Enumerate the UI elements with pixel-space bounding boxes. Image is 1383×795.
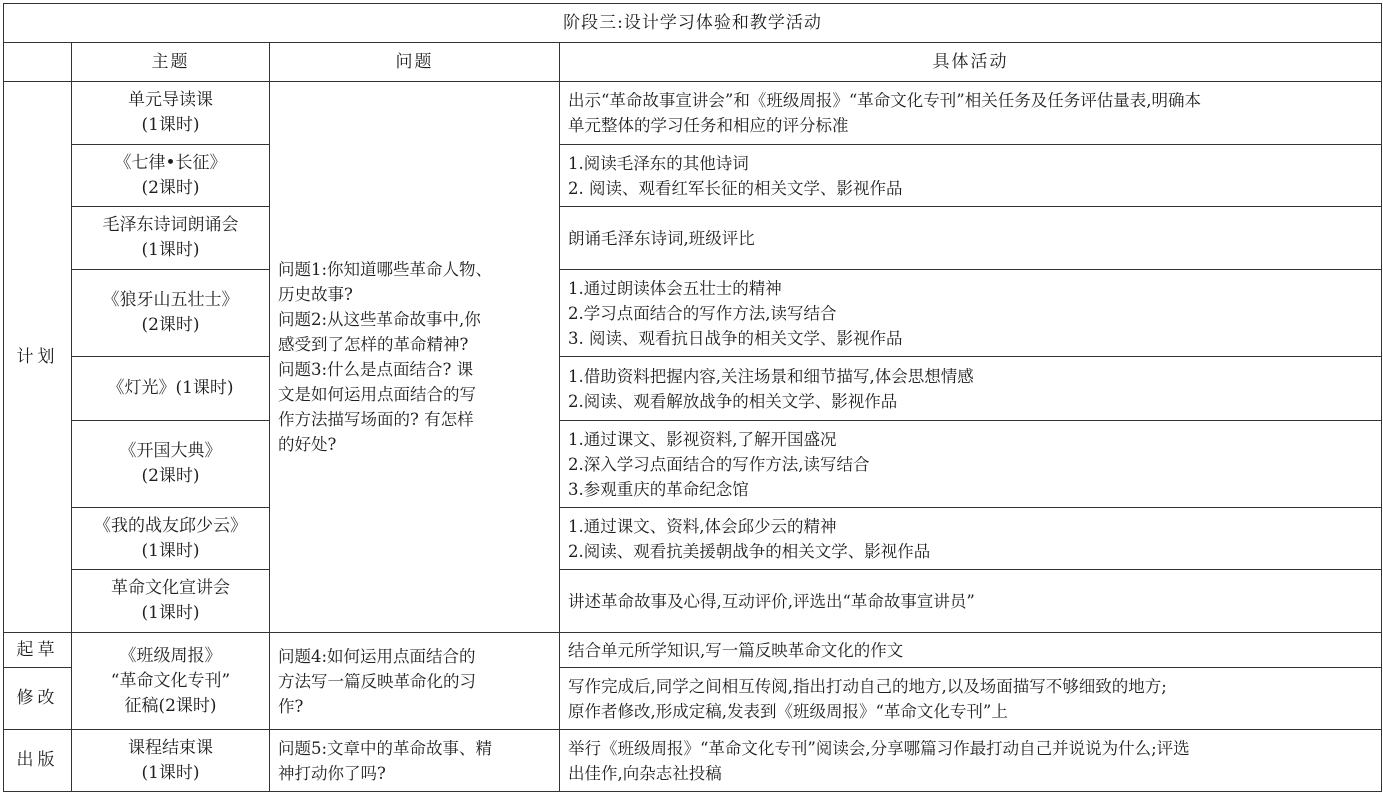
stage-draft: 起草 bbox=[4, 633, 72, 668]
question-line: 的好处? bbox=[278, 435, 337, 454]
topic-line: 《开国大典》 bbox=[119, 441, 222, 461]
activity-line: 写作完成后,同学之间相互传阅,指出打动自己的地方,以及场面描写不够细致的地方; bbox=[568, 676, 1167, 696]
activity-line: 原作者修改,形成定稿,发表到《班级周报》“革命文化专刊”上 bbox=[568, 701, 1008, 721]
question-cell-4 bbox=[270, 633, 560, 730]
activity-line: 举行《班级周报》“革命文化专刊”阅读会,分享哪篇习作最打动自己并说说为什么;评选 bbox=[568, 738, 1190, 758]
topic-line: 单元导读课 bbox=[128, 90, 213, 110]
topic-line: 《狼牙山五壮士》 bbox=[102, 290, 239, 310]
activity-line: 2.深入学习点面结合的写作方法,读写结合 bbox=[568, 454, 870, 474]
topic-line: (1课时) bbox=[141, 762, 200, 783]
topic-line: (2课时) bbox=[141, 177, 200, 198]
question-cell-5 bbox=[270, 730, 560, 792]
table-row bbox=[4, 145, 1382, 207]
lesson-plan-table bbox=[3, 3, 1382, 792]
topic-line: 《七律•长征》 bbox=[114, 152, 227, 173]
topic-cell bbox=[72, 270, 270, 357]
question-line: 神打动你了吗? bbox=[278, 763, 386, 783]
question-line: 作方法描写场面的? 有怎样 bbox=[278, 410, 474, 429]
activity-line: 单元整体的学习任务和相应的评分标准 bbox=[568, 116, 849, 135]
topic-cell bbox=[72, 82, 270, 145]
topic-line: (2课时) bbox=[141, 466, 200, 486]
question-line: 历史故事? bbox=[278, 285, 353, 304]
activity-line: 2.阅读、观看解放战争的相关文学、影视作品 bbox=[568, 391, 898, 411]
activity-cell bbox=[560, 145, 1382, 207]
table-row bbox=[4, 570, 1382, 633]
activity-cell bbox=[560, 421, 1382, 508]
activity-line: 1.通过课文、影视资料,了解开国盛况 bbox=[568, 429, 837, 449]
activity-line: 3. 阅读、观看抗日战争的相关文学、影视作品 bbox=[568, 328, 903, 348]
stage-publish: 出版 bbox=[4, 730, 72, 792]
topic-line: 《我的战友邱少云》 bbox=[94, 515, 247, 536]
activity-line: 讲述革命故事及心得,互动评价,评选出“革命故事宣讲员” bbox=[568, 591, 975, 611]
table-row bbox=[4, 82, 1382, 145]
activity-line: 出佳作,向杂志社投稿 bbox=[568, 763, 722, 783]
topic-cell bbox=[72, 145, 270, 207]
topic-cell bbox=[72, 508, 270, 570]
activity-line: 1.通过朗读体会五壮士的精神 bbox=[568, 278, 782, 298]
topic-cell bbox=[72, 421, 270, 508]
header-activity: 具体活动 bbox=[560, 43, 1382, 82]
question-line: 方法写一篇反映革命化的习 bbox=[278, 671, 476, 691]
activity-cell bbox=[560, 730, 1382, 792]
table-row bbox=[4, 730, 1382, 792]
header-topic: 主题 bbox=[72, 43, 270, 82]
table-wrapper bbox=[3, 3, 1381, 793]
table-title: 阶段三:设计学习体验和教学活动 bbox=[4, 4, 1382, 43]
topic-cell bbox=[72, 633, 270, 730]
topic-line: 课程结束课 bbox=[128, 737, 213, 758]
activity-line: 出示“革命故事宣讲会”和《班级周报》“革命文化专刊”相关任务及任务评估量表,明确本 bbox=[568, 91, 1201, 110]
activity-cell bbox=[560, 508, 1382, 570]
topic-line: 革命文化宣讲会 bbox=[111, 578, 230, 598]
question-line: 文是如何运用点面结合的写 bbox=[278, 385, 476, 404]
activity-line: 2. 阅读、观看红军长征的相关文学、影视作品 bbox=[568, 178, 903, 198]
activity-line: 1.阅读毛泽东的其他诗词 bbox=[568, 153, 749, 173]
activity-cell bbox=[560, 633, 1382, 668]
header-stage bbox=[4, 43, 72, 82]
activity-line: 朗诵毛泽东诗词,班级评比 bbox=[568, 228, 755, 248]
topic-line: 《灯光》(1课时) bbox=[107, 378, 234, 398]
table-row bbox=[4, 207, 1382, 270]
topic-line: “革命文化专刊” bbox=[110, 670, 231, 691]
question-line: 问题4:如何运用点面结合的 bbox=[278, 646, 476, 666]
topic-line: (1课时) bbox=[141, 115, 200, 135]
topic-line: (1课时) bbox=[141, 240, 200, 260]
activity-cell bbox=[560, 207, 1382, 270]
activity-cell bbox=[560, 82, 1382, 145]
activity-line: 1.通过课文、资料,体会邱少云的精神 bbox=[568, 516, 837, 536]
topic-line: 毛泽东诗词朗诵会 bbox=[102, 215, 239, 235]
question-line: 问题3:什么是点面结合? 课 bbox=[278, 360, 474, 379]
question-cell-1-3 bbox=[270, 82, 560, 633]
question-line: 感受到了怎样的革命精神? bbox=[278, 335, 469, 354]
activity-cell bbox=[560, 357, 1382, 421]
question-line: 问题5:文章中的革命故事、精 bbox=[278, 738, 493, 758]
table-row bbox=[4, 633, 1382, 668]
question-line: 作? bbox=[278, 696, 304, 716]
question-line: 问题1:你知道哪些革命人物、 bbox=[278, 260, 493, 279]
table-row bbox=[4, 357, 1382, 421]
activity-line: 2.学习点面结合的写作方法,读写结合 bbox=[568, 303, 837, 323]
topic-cell bbox=[72, 730, 270, 792]
activity-line: 2.阅读、观看抗美援朝战争的相关文学、影视作品 bbox=[568, 541, 931, 561]
table-row bbox=[4, 270, 1382, 357]
header-question: 问题 bbox=[270, 43, 560, 82]
stage-plan: 计划 bbox=[4, 82, 72, 633]
topic-line: (1课时) bbox=[141, 540, 200, 561]
topic-line: 《班级周报》 bbox=[119, 645, 222, 666]
topic-line: (2课时) bbox=[141, 315, 200, 335]
topic-cell bbox=[72, 207, 270, 270]
activity-line: 结合单元所学知识,写一篇反映革命文化的作文 bbox=[568, 640, 904, 660]
activity-line: 1.借助资料把握内容,关注场景和细节描写,体会思想情感 bbox=[568, 366, 974, 386]
activity-cell bbox=[560, 270, 1382, 357]
table-row bbox=[4, 421, 1382, 508]
topic-cell bbox=[72, 357, 270, 421]
activity-cell bbox=[560, 570, 1382, 633]
topic-cell bbox=[72, 570, 270, 633]
stage-revise: 修改 bbox=[4, 668, 72, 730]
activity-cell bbox=[560, 668, 1382, 730]
topic-line: (1课时) bbox=[141, 603, 200, 623]
table-row bbox=[4, 508, 1382, 570]
topic-line: 征稿(2课时) bbox=[124, 695, 217, 716]
question-line: 问题2:从这些革命故事中,你 bbox=[278, 310, 481, 329]
activity-line: 3.参观重庆的革命纪念馆 bbox=[568, 479, 749, 499]
